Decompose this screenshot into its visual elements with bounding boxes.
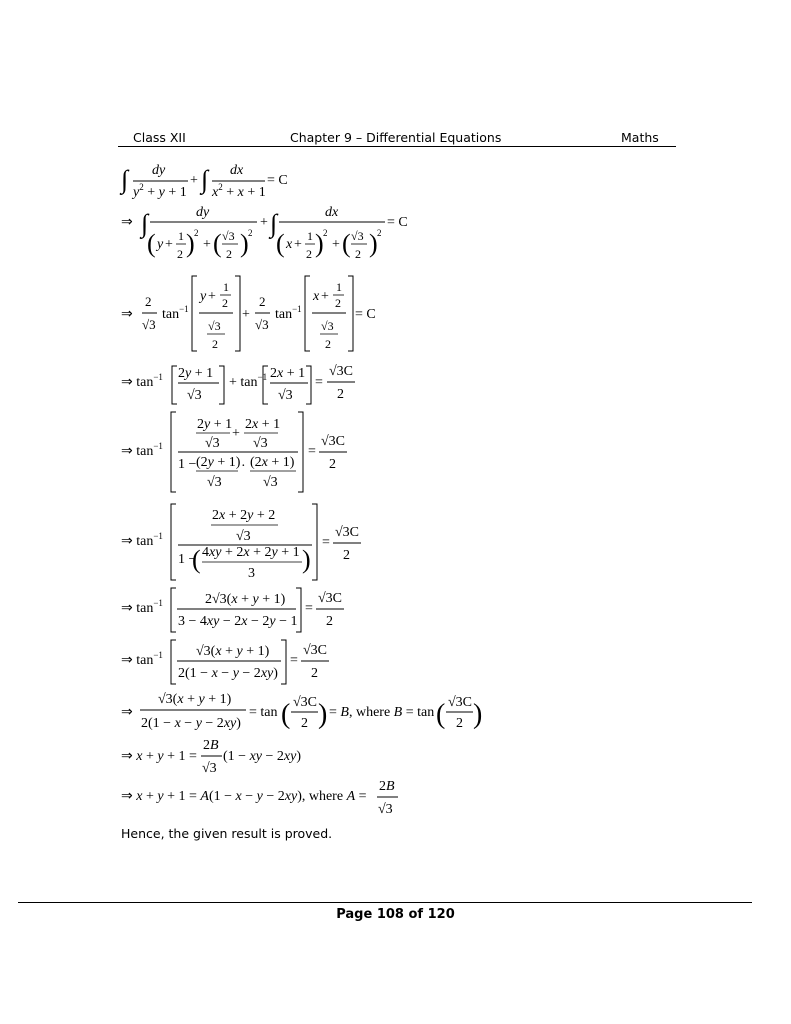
header-chapter: Chapter 9 – Differential Equations — [290, 130, 502, 145]
equation-4 — [121, 364, 355, 404]
svg-text:dy: dy — [196, 205, 210, 220]
svg-text:=: = — [305, 601, 313, 616]
svg-text:·: · — [241, 459, 246, 474]
svg-text:= C: = C — [355, 307, 376, 322]
svg-text:2: 2 — [326, 614, 333, 629]
svg-text:√3: √3 — [321, 319, 334, 333]
equation-7 — [121, 588, 344, 632]
conclusion-text: Hence, the given result is proved. — [121, 826, 333, 841]
svg-text:1: 1 — [223, 280, 229, 294]
svg-text:+: + — [332, 237, 340, 252]
svg-text:= C: = C — [387, 215, 408, 230]
svg-text:1: 1 — [336, 280, 342, 294]
svg-text:⇒ x + y + 1 = A(1 − x − y − 2x: ⇒ x + y + 1 = A(1 − x − y − 2xy), where A = — [121, 789, 367, 804]
page-number: Page 108 of 120 — [336, 907, 455, 922]
svg-text:= B, where B = tan: = B, where B = tan — [329, 705, 435, 720]
svg-text:√3(x + y + 1): √3(x + y + 1) — [196, 644, 270, 659]
svg-text:√3C: √3C — [318, 591, 343, 606]
svg-text:=: = — [322, 535, 330, 550]
svg-text:dx: dx — [230, 163, 244, 178]
equation-10 — [121, 738, 301, 776]
svg-text:=: = — [315, 375, 323, 390]
svg-text:): ) — [369, 229, 378, 258]
svg-text:+ tan−1: + $\tan^{-1}$ — [229, 372, 268, 390]
svg-text:2: 2 — [329, 457, 336, 472]
svg-text:√3: √3 — [253, 436, 268, 451]
svg-text:√3: √3 — [208, 319, 221, 333]
svg-text:√3: √3 — [236, 529, 251, 544]
svg-text:(1 − xy − 2xy): (1 − xy − 2xy) — [223, 749, 302, 764]
svg-text:x: x — [313, 289, 320, 304]
svg-text:∫: ∫ — [141, 209, 149, 238]
svg-text:y2 + y + 1: $y^2 + y + 1$ — [133, 182, 187, 200]
svg-text:dy: dy — [152, 163, 166, 178]
svg-text:+: + — [260, 215, 268, 230]
svg-text:2: 2 — [194, 228, 199, 238]
svg-text:=: = — [290, 653, 298, 668]
svg-text:√3: √3 — [202, 761, 217, 776]
svg-text:): ) — [315, 229, 324, 258]
svg-text:√3: √3 — [255, 317, 269, 332]
svg-text:√3: √3 — [378, 802, 393, 817]
svg-text:2: 2 — [248, 228, 253, 238]
svg-text:2: 2 — [259, 294, 266, 309]
svg-text:⇒: ⇒ — [121, 307, 133, 322]
svg-text:+: + — [321, 289, 329, 304]
svg-text:): ) — [318, 699, 328, 730]
svg-text:⇒: ⇒ — [121, 705, 133, 720]
svg-text:=: = — [308, 444, 316, 459]
svg-text:= tan: = tan — [249, 705, 278, 720]
svg-text:(: ( — [342, 229, 351, 258]
svg-text:2: 2 — [301, 716, 308, 731]
svg-text:⇒ tan−1: ⇒ $\tan^{-1}$ — [121, 531, 163, 549]
svg-text:2: 2 — [222, 296, 228, 310]
svg-text:+: + — [242, 307, 250, 322]
svg-text:2: 2 — [323, 228, 328, 238]
svg-text:(2x + 1): (2x + 1) — [250, 455, 295, 470]
header-subject: Maths — [621, 130, 659, 145]
svg-text:2x + 2y + 2: 2x + 2y + 2 — [212, 508, 276, 523]
svg-text:√3: √3 — [187, 388, 202, 403]
svg-text:⇒ x + y + 1 =: ⇒ x + y + 1 = — [121, 749, 197, 764]
equation-9 — [121, 692, 482, 731]
svg-text:2: 2 — [377, 228, 382, 238]
svg-text:+: + — [203, 237, 211, 252]
svg-text:2B: 2B — [203, 738, 219, 753]
svg-text:2(1 − x − y − 2xy): 2(1 − x − y − 2xy) — [178, 666, 278, 681]
svg-text:+: + — [165, 237, 173, 252]
svg-text:= C: = C — [267, 173, 288, 188]
svg-text:√3: √3 — [263, 475, 278, 490]
svg-text:(: ( — [281, 699, 291, 730]
svg-text:√3: √3 — [222, 229, 235, 243]
svg-text:): ) — [473, 699, 483, 730]
svg-text:4xy + 2x + 2y + 1: 4xy + 2x + 2y + 1 — [202, 545, 300, 560]
svg-text:): ) — [240, 229, 249, 258]
svg-text:(: ( — [276, 229, 285, 258]
svg-text:√3: √3 — [205, 436, 220, 451]
svg-text:2: 2 — [355, 247, 361, 261]
svg-text:⇒ tan−1: ⇒ $\tan^{-1}$ — [121, 650, 163, 668]
svg-text:(: ( — [192, 545, 201, 574]
svg-text:): ) — [186, 229, 195, 258]
svg-text:√3: √3 — [351, 229, 364, 243]
svg-text:x2 + x + 1: $x^2 + x + 1$ — [212, 182, 266, 200]
svg-text:2: 2 — [311, 666, 318, 681]
svg-text:2: 2 — [335, 296, 341, 310]
header-class: Class XII — [133, 130, 186, 145]
svg-text:2: 2 — [177, 247, 183, 261]
svg-text:∫: ∫ — [201, 165, 209, 194]
svg-text:+: + — [232, 426, 240, 441]
svg-text:∫: ∫ — [121, 165, 129, 194]
svg-text:(: ( — [147, 229, 156, 258]
svg-text:√3: √3 — [142, 317, 156, 332]
svg-text:1 −: 1 − — [178, 457, 197, 472]
svg-text:√3(x + y + 1): √3(x + y + 1) — [158, 692, 232, 707]
svg-text:√3C: √3C — [335, 525, 360, 540]
svg-text:y: y — [157, 237, 164, 252]
svg-text:2(1 − x − y − 2xy): 2(1 − x − y − 2xy) — [141, 716, 241, 731]
svg-text:√3C: √3C — [329, 364, 354, 379]
svg-text:√3C: √3C — [303, 643, 328, 658]
svg-text:1: 1 — [178, 229, 184, 243]
svg-text:2: 2 — [212, 337, 218, 351]
svg-text:2x + 1: 2x + 1 — [270, 366, 306, 381]
svg-text:(: ( — [436, 699, 446, 730]
equation-3 — [121, 276, 376, 351]
svg-text:y: y — [200, 289, 207, 304]
svg-text:1: 1 — [307, 229, 313, 243]
equation-2 — [121, 205, 408, 261]
svg-text:2x + 1: 2x + 1 — [245, 417, 281, 432]
svg-text:⇒ tan−1: ⇒ $\tan^{-1}$ — [121, 441, 163, 459]
equation-1 — [119, 163, 288, 200]
equation-11 — [121, 779, 398, 817]
svg-text:2B: 2B — [379, 779, 395, 794]
svg-text:√3C: √3C — [321, 434, 346, 449]
svg-text:2: 2 — [226, 247, 232, 261]
equation-6 — [121, 504, 361, 581]
svg-text:2: 2 — [456, 716, 463, 731]
svg-text:2: 2 — [343, 548, 350, 563]
svg-text:√3: √3 — [278, 388, 293, 403]
footer-rule — [18, 902, 752, 903]
svg-text:dx: dx — [325, 205, 339, 220]
svg-text:(2y + 1): (2y + 1) — [196, 455, 241, 470]
svg-text:tan−1: $\tan^{-1}$ — [275, 304, 302, 322]
svg-text:2: 2 — [145, 294, 152, 309]
equation-8 — [121, 640, 329, 684]
svg-text:2: 2 — [325, 337, 331, 351]
svg-text:x: x — [286, 237, 293, 252]
svg-text:√3C: √3C — [448, 695, 473, 710]
equation-5 — [121, 412, 347, 492]
svg-text:2√3(x + y + 1): 2√3(x + y + 1) — [205, 592, 286, 607]
svg-text:⇒ tan−1: ⇒ $\tan^{-1}$ — [121, 598, 163, 616]
svg-text:+: + — [294, 237, 302, 252]
svg-text:√3: √3 — [207, 475, 222, 490]
svg-text:+: + — [190, 173, 198, 188]
svg-text:∫: ∫ — [270, 209, 278, 238]
svg-text:⇒ tan−1: ⇒ $\tan^{-1}$ — [121, 372, 163, 390]
svg-text:2: 2 — [337, 387, 344, 402]
svg-text:3 − 4xy − 2x − 2y − 1: 3 − 4xy − 2x − 2y − 1 — [178, 614, 298, 629]
svg-text:2y + 1: 2y + 1 — [197, 417, 233, 432]
svg-text:⇒: ⇒ — [121, 215, 133, 230]
svg-text:2: 2 — [306, 247, 312, 261]
svg-text:1 −: 1 − — [178, 552, 197, 567]
svg-text:2y + 1: 2y + 1 — [178, 366, 214, 381]
svg-text:(: ( — [213, 229, 222, 258]
svg-text:tan−1: $\tan^{-1}$ — [162, 304, 189, 322]
svg-text:√3C: √3C — [293, 695, 318, 710]
svg-text:+: + — [208, 289, 216, 304]
svg-text:): ) — [302, 545, 311, 574]
svg-text:3: 3 — [248, 566, 255, 581]
